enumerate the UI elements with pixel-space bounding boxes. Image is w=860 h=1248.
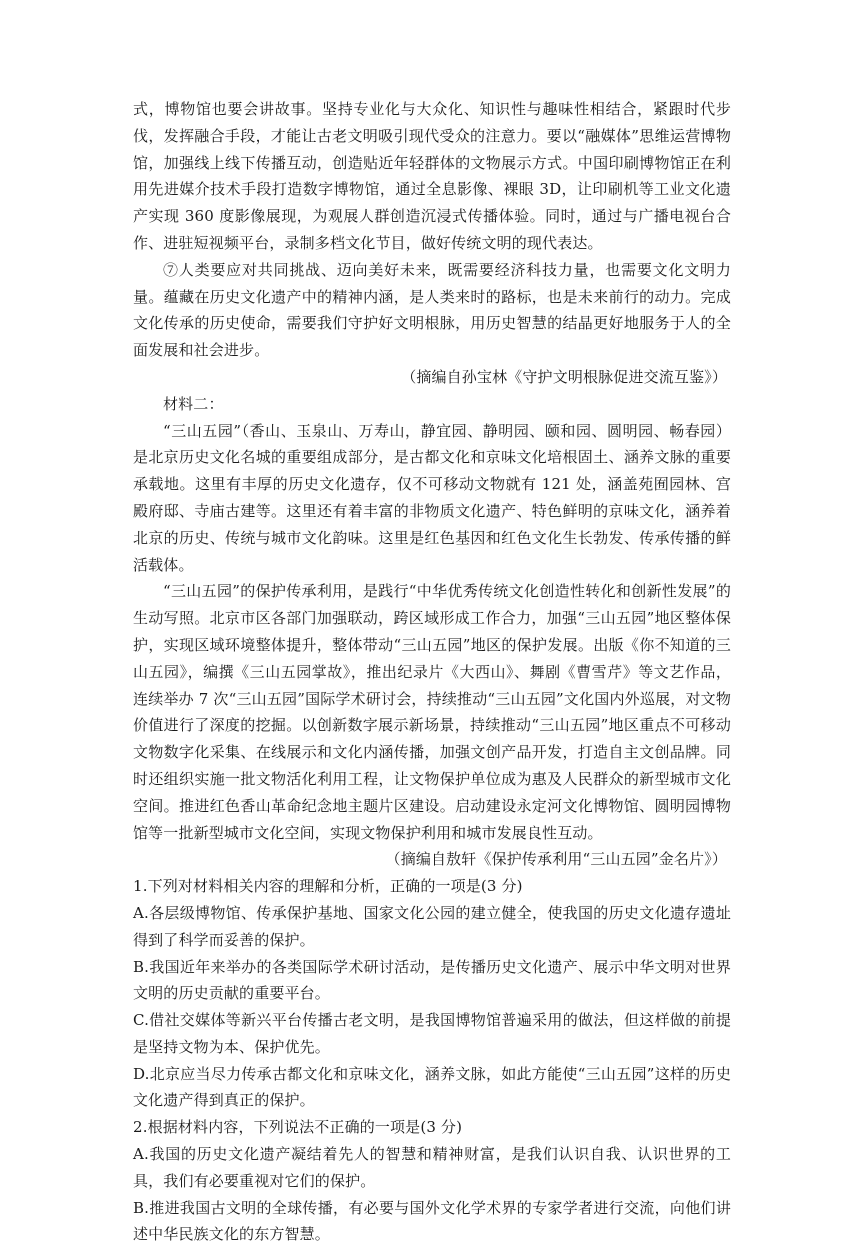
material1-paragraph-6-continued: 式，博物馆也要会讲故事。坚持专业化与大众化、知识性与趣味性相结合，紧跟时代步伐，发挥融合手段，才能让古老文明吸引现代受众的注意力。要以“融媒体”思维运营博物馆，加强线上线下传播互动，创造贴近年轻群体的文物展示方式。中国印刷博物馆正在利用先进媒介技术手段打造数字博物馆，通过全息影像、裸眼 3D，让印刷机等工业文化遗产实现 360 度影像展现，为观展人群创造沉浸式传播体验。同时，通过与广播电视台合作、进驻短视频平台，录制多档文化节目，做好传统文明的现代表达。 [133, 100, 731, 252]
question-1-option-d: D.北京应当尽力传承古都文化和京味文化，涵养文脉，如此方能使“三山五园”这样的历史文化遗产得到真正的保护。 [133, 1064, 731, 1110]
question-1-option-b: B.我国近年来举办的各类国际学术研讨活动，是传播历史文化遗产、展示中华文明对世界文明的历史贡献的重要平台。 [133, 957, 731, 1003]
material1-source: （摘编自孙宝林《守护文明根脉促进交流互鉴》） [401, 367, 727, 386]
question-2-option-b: B.推进我国古文明的全球传播，有必要与国外文化学术界的专家学者进行交流，向他们讲述中华民族文化的东方智慧。 [133, 1198, 731, 1244]
question-1-option-a: A.各层级博物馆、传承保护基地、国家文化公园的建立健全，使我国的历史文化遗存遗址得到了科学而妥善的保护。 [133, 903, 731, 949]
material2-source: （摘编自敖轩《保护传承利用“三山五园”金名片》） [385, 850, 727, 869]
question-2-option-a: A.我国的历史文化遗产凝结着先人的智慧和精神财富，是我们认识自我、认识世界的工具，我们有必要重视对它们的保护。 [133, 1145, 731, 1190]
question-1-option-c: C.借社交媒体等新兴平台传播古老文明，是我国博物馆普遍采用的做法，但这样做的前提是坚持文物为本、保护优先。 [133, 1011, 731, 1056]
question-2 [133, 1114, 731, 1248]
material2-label: 材料二： [163, 394, 224, 413]
material2-paragraph-1: “三山五园”（香山、玉泉山、万寿山，静宜园、静明园、颐和园、圆明园、畅春园）是北京历史文化名城的重要组成部分，是古都文化和京味文化培根固土、涵养文脉的重要承载地。这里有丰厚的历史文化遗存，仅不可移动文物就有 121 处，涵盖苑囿园林、宫殿府邸、寺庙古建等。这里还有着丰富的非物质文化遗产、特色鲜明的京味文化，涵养着北京的历史、传统与城市文化韵味。这里是红色基因和红色文化生长勃发、传承传播的鲜活载体。 [133, 421, 731, 574]
material1-paragraph-7: ⑦人类要应对共同挑战、迈向美好未来，既需要经济科技力量，也需要文化文明力量。蕴藏在历史文化遗产中的精神内涵，是人类来时的路标，也是未来前行的动力。完成文化传承的历史使命，需要我们守护好文明根脉，用历史智慧的结晶更好地服务于人的全面发展和社会进步。 [133, 260, 731, 360]
question-2-stem: 2.根据材料内容，下列说法不正确的一项是(3 分) [133, 1118, 463, 1137]
question-1 [133, 873, 731, 1114]
question-1-stem: 1.下列对材料相关内容的理解和分析，正确的一项是(3 分) [133, 877, 523, 896]
exam-page [133, 96, 731, 1248]
material2-paragraph-2: “三山五园”的保护传承利用，是践行“中华优秀传统文化创造性转化和创新性发展”的生动写照。北京市区各部门加强联动，跨区域形成工作合力，加强“三山五园”地区整体保护，实现区域环境整体提升，整体带动“三山五园”地区的保护发展。出版《你不知道的三山五园》，编撰《三山五园掌故》，推出纪录片《大西山》、舞剧《曹雪芹》等文艺作品，连续举办 7 次“三山五园”国际学术研讨会，持续推动“三山五园”文化国内外巡展，对文物价值进行了深度的挖掘。以创新数字展示新场景，持续推动“三山五园”地区重点不可移动文物数字化采集、在线展示和文化内涵传播，加强文创产品开发，打造自主文创品牌。同时还组织实施一批文物活化利用工程，让文物保护单位成为惠及人民群众的新型城市文化空间。推进红色香山革命纪念地主题片区建设。启动建设永定河文化博物馆、圆明园博物馆等一批新型城市文化空间，实现文物保护利用和城市发展良性互动。 [133, 582, 731, 842]
